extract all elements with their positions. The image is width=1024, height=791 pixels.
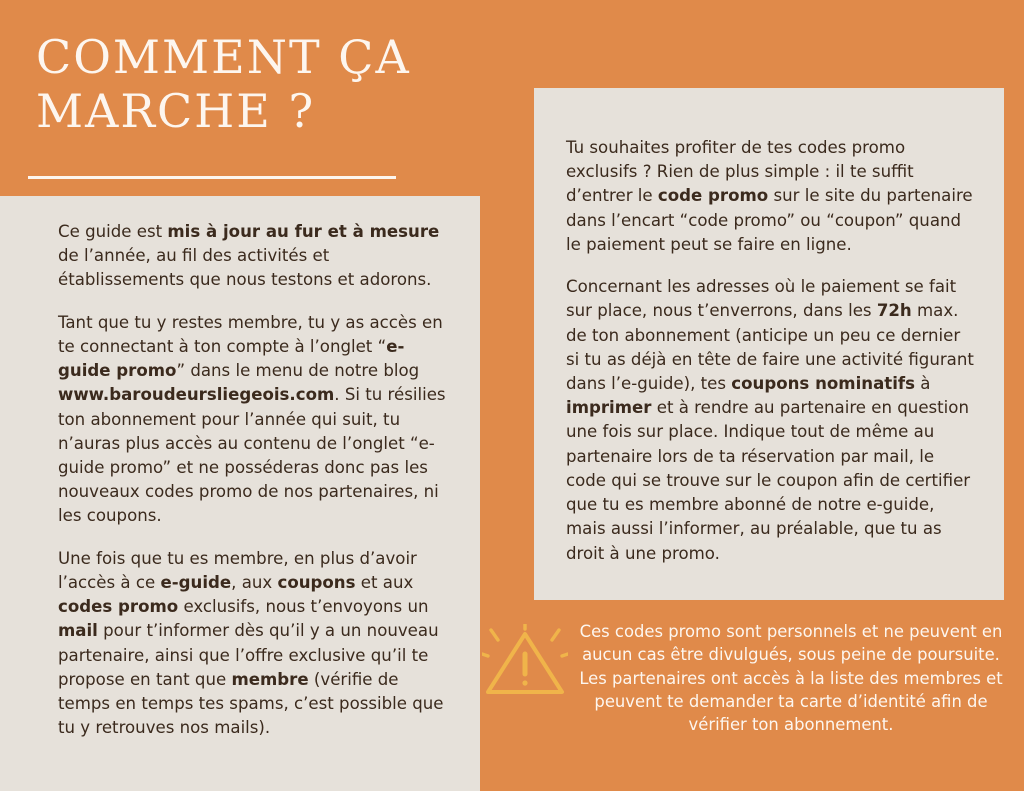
warning-triangle-icon [482,624,568,698]
body-text: de l’année, au fil des activités et établissements que nous testons et adorons. [58,246,432,290]
paragraph [566,136,978,257]
title-divider [28,176,396,179]
left-content-panel [0,196,480,791]
body-text: sur le site du partenaire dans l’encart “code promo” ou “coupon” quand le paiement peut se faire en ligne. [566,186,973,254]
page-title: COMMENT ÇA MARCHE ? [36,30,411,139]
warning-text [566,620,1016,736]
body-text: pour t’informer dès qu’il y a un nouveau partenaire, ainsi que l’offre exclusive qu’il te propose en tant que [58,621,439,689]
emphasis-text: mis à jour au fur et à mesure [167,222,440,241]
body-text: et à rendre au partenaire en question une fois sur place. Indique tout de même au partenaire lors de ta réservation par mail, le code qui se trouve sur le coupon afin de certifier que tu es membre abonné de notre e-guide, mais aussi l’informer, au préalable, que tu as droit à une promo. [566,398,971,563]
emphasis-text: www.baroudeursliegeois.com [58,385,335,405]
emphasis-text: e-guide promo [58,336,405,381]
body-text: exclusifs, nous t’envoyons un [178,597,429,617]
emphasis-text: mail [58,621,98,641]
right-content-panel [534,88,1004,600]
paragraph [58,547,452,741]
paragraph [566,275,978,566]
emphasis-text: membre [231,669,309,689]
emphasis-text: coupons nominatifs [731,373,915,393]
emphasis-text: imprimer [566,398,652,418]
body-text: Ce guide est [58,222,168,241]
body-text: et aux [355,572,414,592]
warning-line: Ces codes promo sont personnels et ne peuvent en aucun cas être divulgués, sous peine de poursuite. [579,622,1003,665]
body-text: Une fois que tu es membre, en plus d’avoir l’accès à ce [58,548,417,592]
emphasis-text: codes promo [58,597,179,617]
body-text: , aux [231,572,278,592]
paragraph [58,220,452,293]
body-text: Concernant les adresses où le paiement se fait sur place, nous t’enverrons, dans les [566,277,957,321]
emphasis-text: coupons [277,572,356,592]
paragraph [58,311,452,529]
body-text: (vérifie de temps en temps tes spams, c’est possible que tu y retrouves nos mails). [58,669,444,738]
body-text: . Si tu résilies ton abonnement pour l’année qui suit, tu n’auras plus accès au contenu de l’onglet “e-guide promo” et ne posséderas donc pas les nouveaux codes promo de nos partenaires, ni les coupons. [58,385,446,526]
warning-line: Les partenaires ont accès à la liste des membres et peuvent te demander ta carte d’identité afin de vérifier ton abonnement. [579,668,1003,735]
warning-block [468,612,1024,787]
left-column-text [58,220,452,758]
body-text: Tu souhaites profiter de tes codes promo exclusifs ? Rien de plus simple : il te suffit d’entrer le [566,138,914,206]
emphasis-text: code promo [657,186,769,206]
emphasis-text: e-guide [160,572,232,592]
body-text: Tant que tu y restes membre, tu y as accès en te connectant à ton compte à l’onglet “ [58,312,443,356]
body-text: à [915,373,931,393]
body-text: ” dans le menu de notre blog [176,361,420,381]
right-column-text [566,136,978,584]
body-text: max. de ton abonnement (anticipe un peu ce dernier si tu as déjà en tête de faire une activité figurant dans l’e-guide), tes [566,301,974,393]
emphasis-text: 72h [876,301,912,321]
